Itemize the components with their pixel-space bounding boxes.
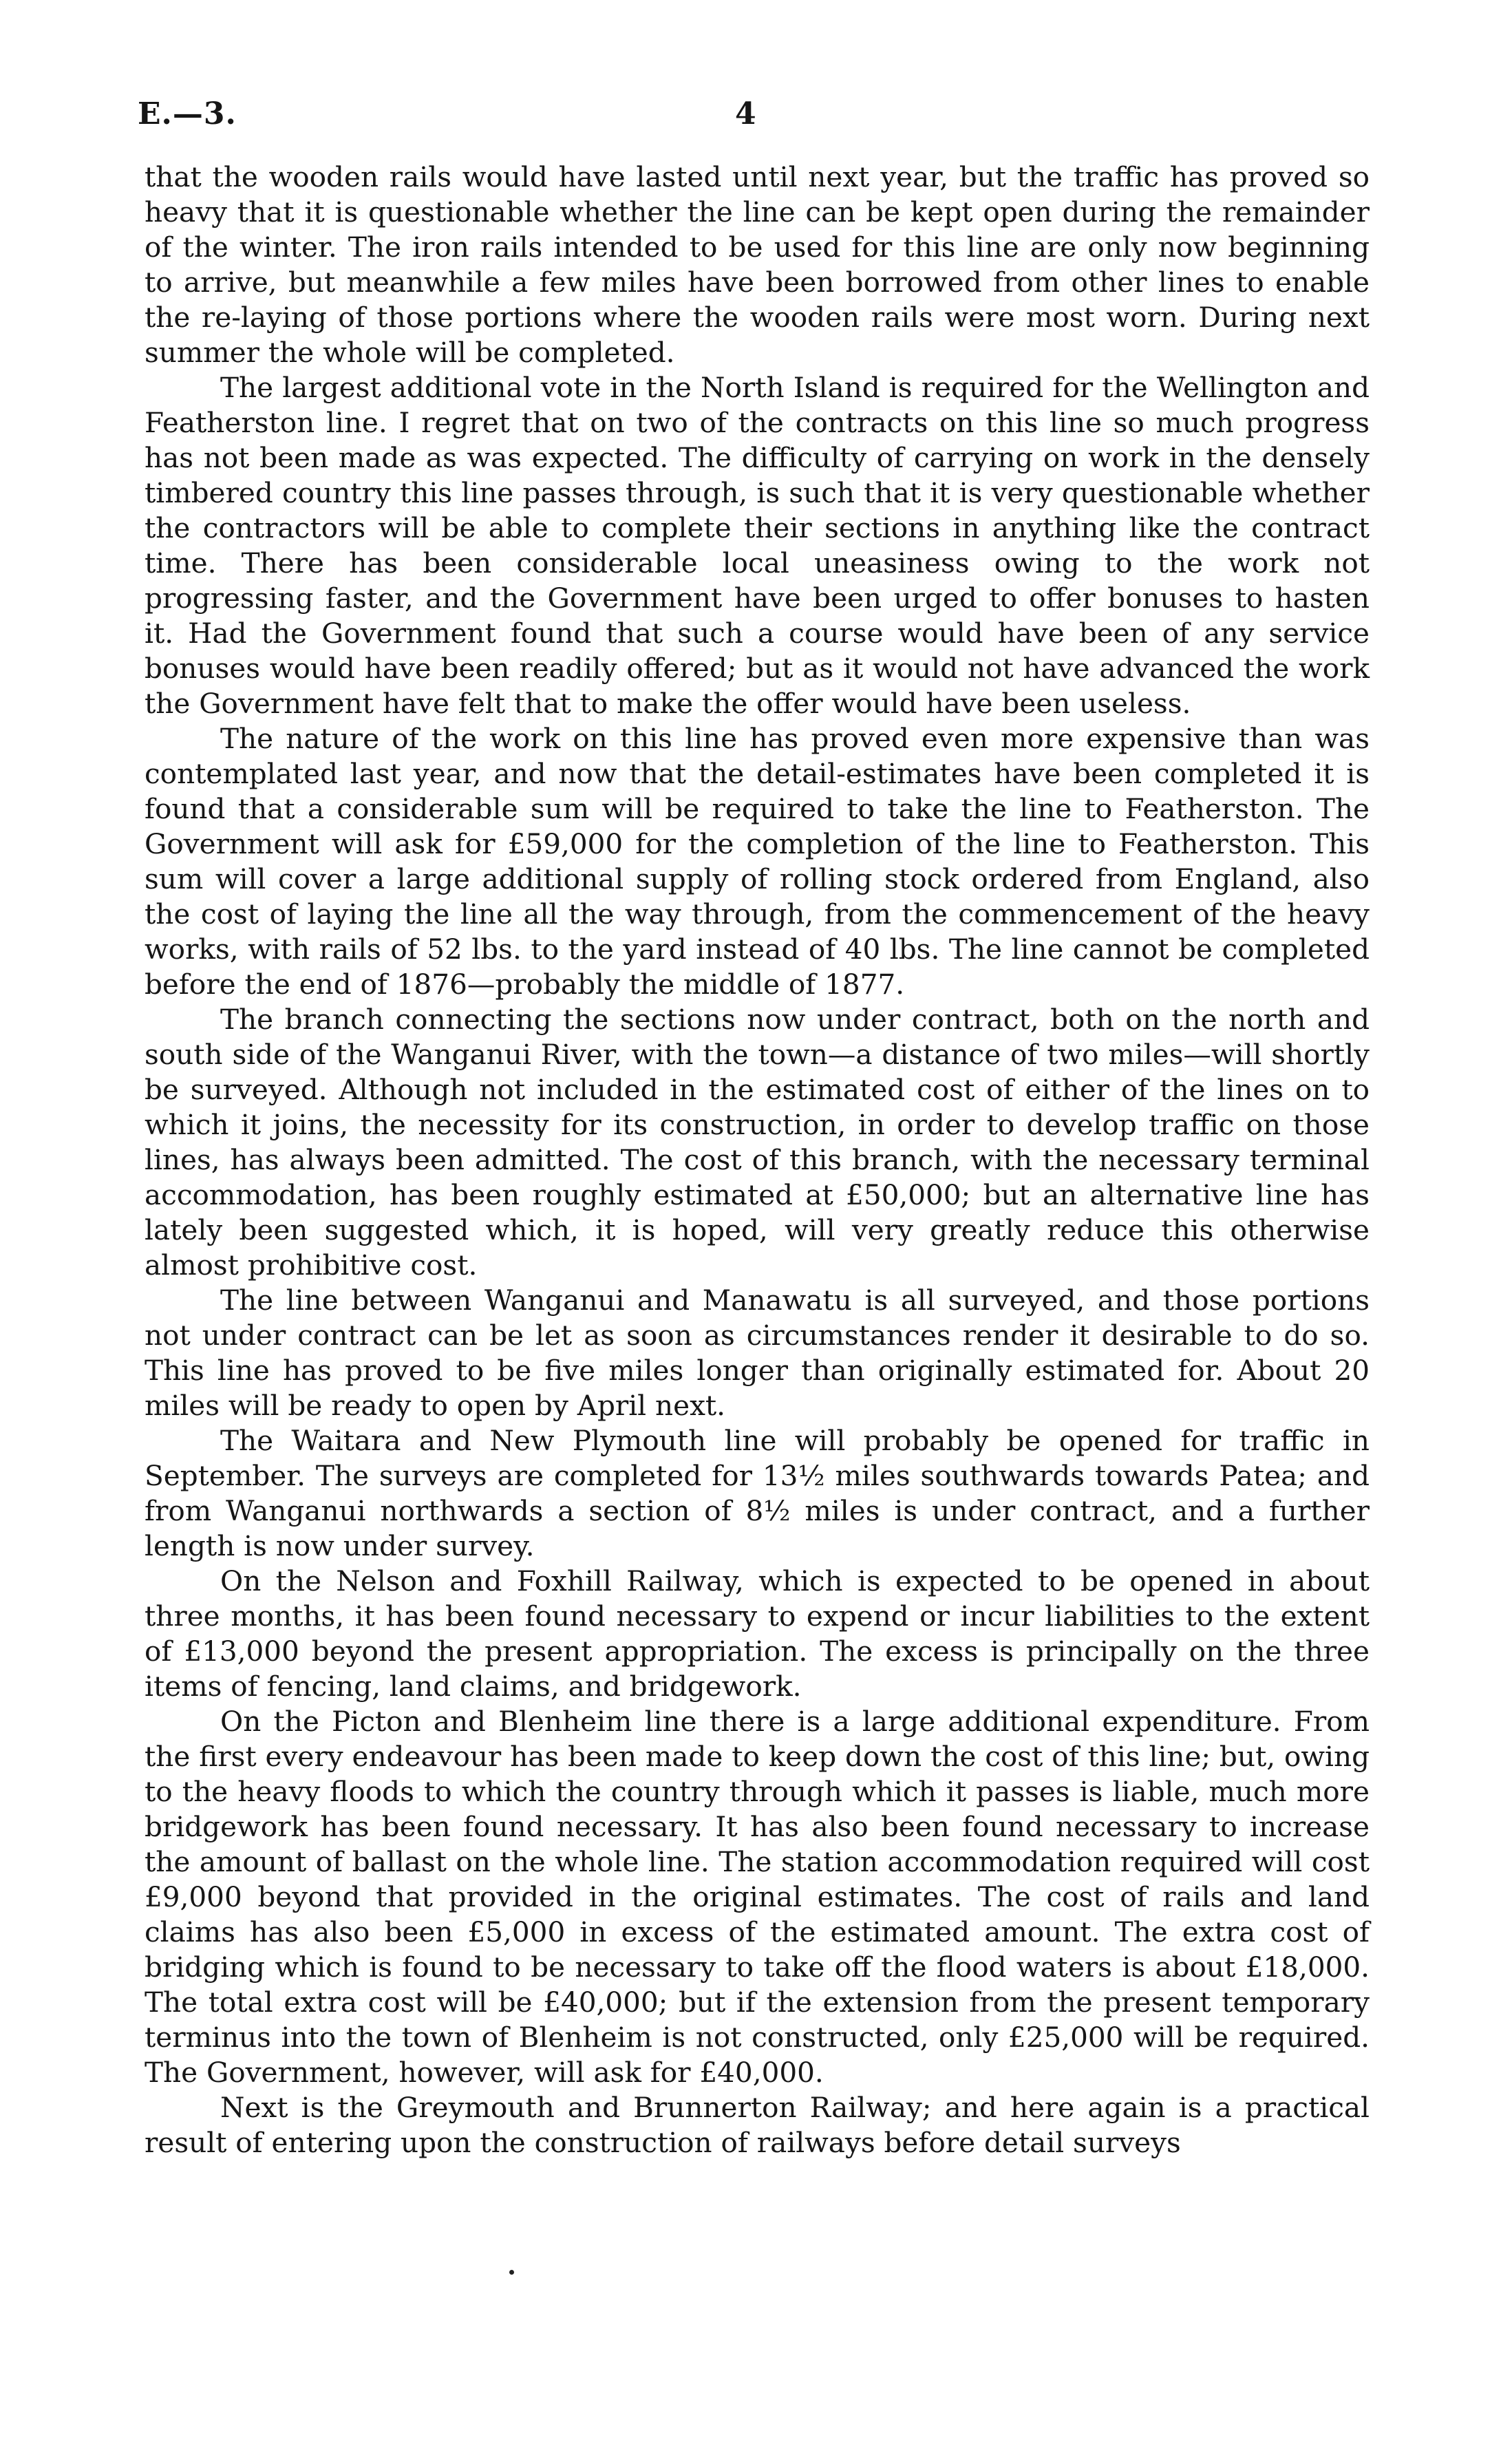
paragraph-wooden-rails: that the wooden rails would have lasted until next year, but the traffic has proved so heavy that it is questionable whether the line can be kept open during the remainder of the winter. The iron rails intended to be used for this line are only now beginning to arrive, but meanwhile a few miles have been borrowed from other lines to enable the re-laying of those portions where the wooden rails were most worn. During next summer the whole will be completed. xyxy=(145,160,1370,369)
paragraph-featherston-cost: The nature of the work on this line has proved even more expensive than was contemplated last year, and now that the detail-estimates have been completed it is found that a considerable sum will be required to take the line to Featherston. The Government will ask for £59,000 for the completion of the line to Featherston. This sum will cover a large additional supply of rolling stock ordered from England, also the cost of laying the line all the way through, from the commencement of the heavy works, with rails of 52 lbs. to the yard instead of 40 lbs. The line cannot be completed before the end of 1876—probably the middle of 1877. xyxy=(145,722,1370,1001)
paragraph-wanganui-branch: The branch connecting the sections now under contract, both on the north and south side of the Wanganui River, with the town—a distance of two miles—will shortly be surveyed. Although not included in the estimated cost of either of the lines on to which it joins, the necessity for its construction, in order to develop traffic on those lines, has always been admitted. The cost of this branch, with the necessary terminal accommodation, has been roughly estimated at £50,000; but an alternative line has lately been suggested which, it is hoped, will very greatly reduce this otherwise almost prohibitive cost. xyxy=(145,1003,1370,1282)
paragraph-greymouth-brunnerton: Next is the Greymouth and Brunnerton Railway; and here again is a practical result of entering upon the construction of railways before detail surveys xyxy=(145,2091,1370,2159)
body-text xyxy=(145,160,1370,2160)
paragraph-wellington-featherston: The largest additional vote in the North Island is required for the Wellington and Featherston line. I regret that on two of the contracts on this line so much progress has not been made as was expected. The difficulty of carrying on work in the densely timbered country this line passes through, is such that it is very questionable whether the contractors will be able to complete their sections in anything like the contract time. There has been considerable local uneasiness owing to the work not progressing faster, and the Government have been urged to offer bonuses to hasten it. Had the Government found that such a course would have been of any service bonuses would have been readily offered; but as it would not have advanced the work the Government have felt that to make the offer would have been useless. xyxy=(145,371,1370,720)
paragraph-picton-blenheim: On the Picton and Blenheim line there is a large additional expenditure. From the first every endeavour has been made to keep down the cost of this line; but, owing to the heavy floods to which the country through which it passes is liable, much more bridgework has been found necessary. It has also been found necessary to increase the amount of ballast on the whole line. The station accommodation required will cost £9,000 beyond that provided in the original estimates. The cost of rails and land claims has also been £5,000 in excess of the estimated amount. The extra cost of bridging which is found to be necessary to take off the flood waters is about £18,000. The total extra cost will be £40,000; but if the extension from the present temporary terminus into the town of Blenheim is not constructed, only £25,000 will be required. The Government, however, will ask for £40,000. xyxy=(145,1705,1370,2089)
page-header xyxy=(138,96,1370,138)
page-number: 4 xyxy=(735,96,756,131)
paragraph-wanganui-manawatu: The line between Wanganui and Manawatu is all surveyed, and those portions not under contract can be let as soon as circumstances render it desirable to do so. This line has proved to be five miles longer than originally estimated for. About 20 miles will be ready to open by April next. xyxy=(145,1284,1370,1422)
paragraph-nelson-foxhill: On the Nelson and Foxhill Railway, which is expected to be opened in about three months, it has been found necessary to expend or incur liabilities to the extent of £13,000 beyond the present appropriation. The excess is principally on the three items of fencing, land claims, and bridgework. xyxy=(145,1564,1370,1703)
print-speck xyxy=(509,2270,514,2275)
document-reference: E.—3. xyxy=(138,96,237,131)
paragraph-waitara-new-plymouth: The Waitara and New Plymouth line will probably be opened for traffic in September. The surveys are completed for 13½ miles southwards towards Patea; and from Wanganui northwards a section of 8½ miles is under contract, and a further length is now under survey. xyxy=(145,1424,1370,1562)
